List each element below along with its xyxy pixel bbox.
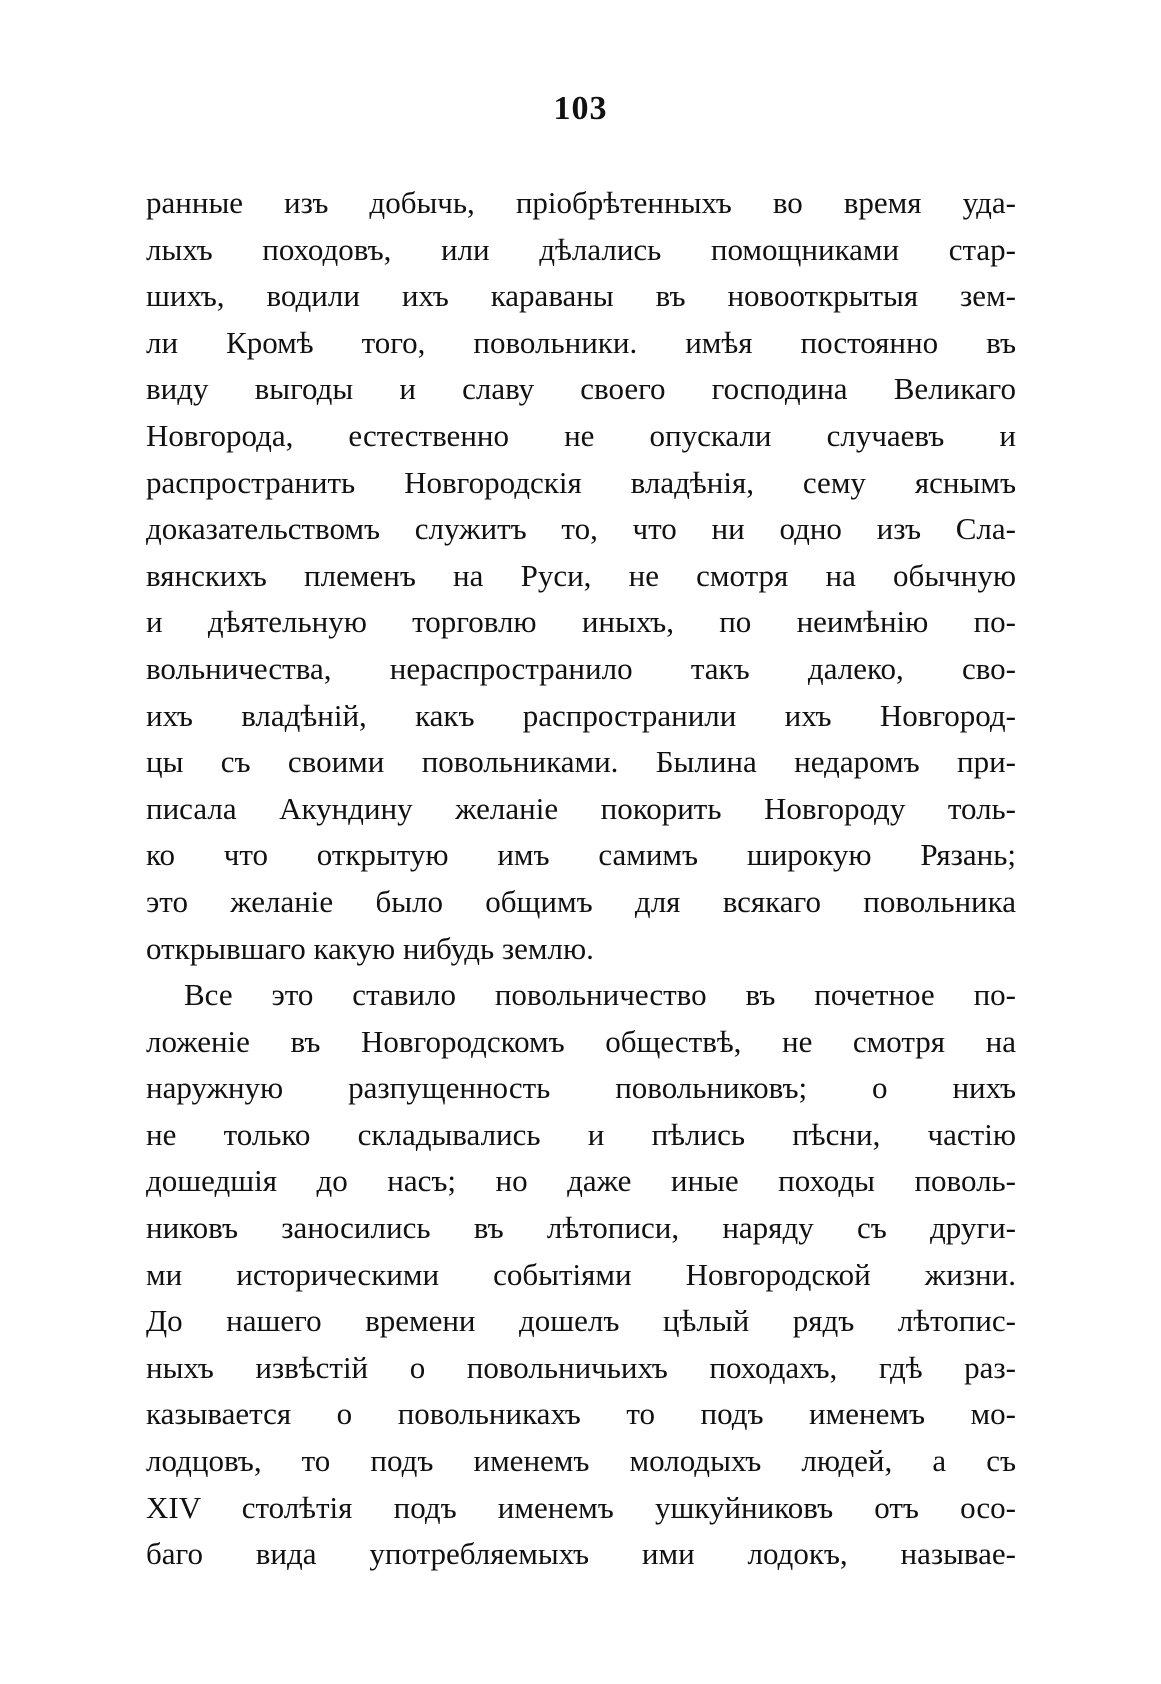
text-line: ми историческими событіями Новгородской жизни. <box>146 1256 1016 1292</box>
text-line: Все это ставило повольничество въ почетное по- <box>184 977 1016 1013</box>
text-line: Новгорода, естественно не опускали случаевъ и <box>146 417 1016 453</box>
text-line: это желаніе было общимъ для всякаго повольника <box>146 883 1016 919</box>
text-line: баго вида употребляемыхъ ими лодокъ, называе- <box>146 1536 1016 1572</box>
text-line: До нашего времени дошелъ цѣлый рядъ лѣтопис- <box>146 1303 1016 1339</box>
text-line: вянскихъ племенъ на Руси, не смотря на обычную <box>146 557 1016 593</box>
text-line: не только складывались и пѣлись пѣсни, частію <box>146 1116 1016 1152</box>
text-line: шихъ, водили ихъ караваны въ новооткрытыя зем- <box>146 278 1016 314</box>
text-line: и дѣятельную торговлю иныхъ, по неимѣнію по- <box>146 604 1016 640</box>
text-line: ихъ владѣній, какъ распространили ихъ Новгород- <box>146 697 1016 733</box>
text-line: распространить Новгородскія владѣнія, сему яснымъ <box>146 464 1016 500</box>
text-line: казывается о повольникахъ то подъ именемъ мо- <box>146 1396 1016 1432</box>
text-line: ныхъ извѣстій о повольничьихъ походахъ, гдѣ раз- <box>146 1349 1016 1385</box>
text-line: доказательствомъ служитъ то, что ни одно изъ Сла- <box>146 511 1016 547</box>
text-line: никовъ заносились въ лѣтописи, наряду съ други- <box>146 1210 1016 1246</box>
text-line: дошедшія до насъ; но даже иные походы поволь- <box>146 1163 1016 1199</box>
text-line: открывшаго какую нибудь землю. <box>146 930 594 966</box>
text-line: XIV столѣтія подъ именемъ ушкуйниковъ отъ осо- <box>146 1489 1016 1525</box>
text-line: ли Кромѣ того, повольники. имѣя постоянно въ <box>146 324 1016 360</box>
text-line: ранные изъ добычь, пріобрѣтенныхъ во время уда- <box>146 185 1016 220</box>
body-text <box>146 180 1016 1578</box>
page-number: 103 <box>553 90 608 127</box>
text-line: ложеніе въ Новгородскомъ обществѣ, не смотря на <box>146 1023 1016 1059</box>
text-line: виду выгоды и славу своего господина Великаго <box>146 371 1016 407</box>
text-line: цы съ своими повольниками. Былина недаромъ при- <box>146 744 1016 780</box>
text-line: наружную разпущенность повольниковъ; о нихъ <box>146 1070 1016 1106</box>
text-line: лодцовъ, то подъ именемъ молодыхъ людей, а съ <box>146 1443 1016 1479</box>
text-line: вольничества, нераспространило такъ далеко, сво- <box>146 650 1016 686</box>
text-line: лыхъ походовъ, или дѣлались помощниками стар- <box>146 231 1016 267</box>
text-line: писала Акундину желаніе покорить Новгороду толь- <box>146 790 1016 826</box>
text-line: ко что открытую имъ самимъ широкую Рязань; <box>146 837 1016 873</box>
